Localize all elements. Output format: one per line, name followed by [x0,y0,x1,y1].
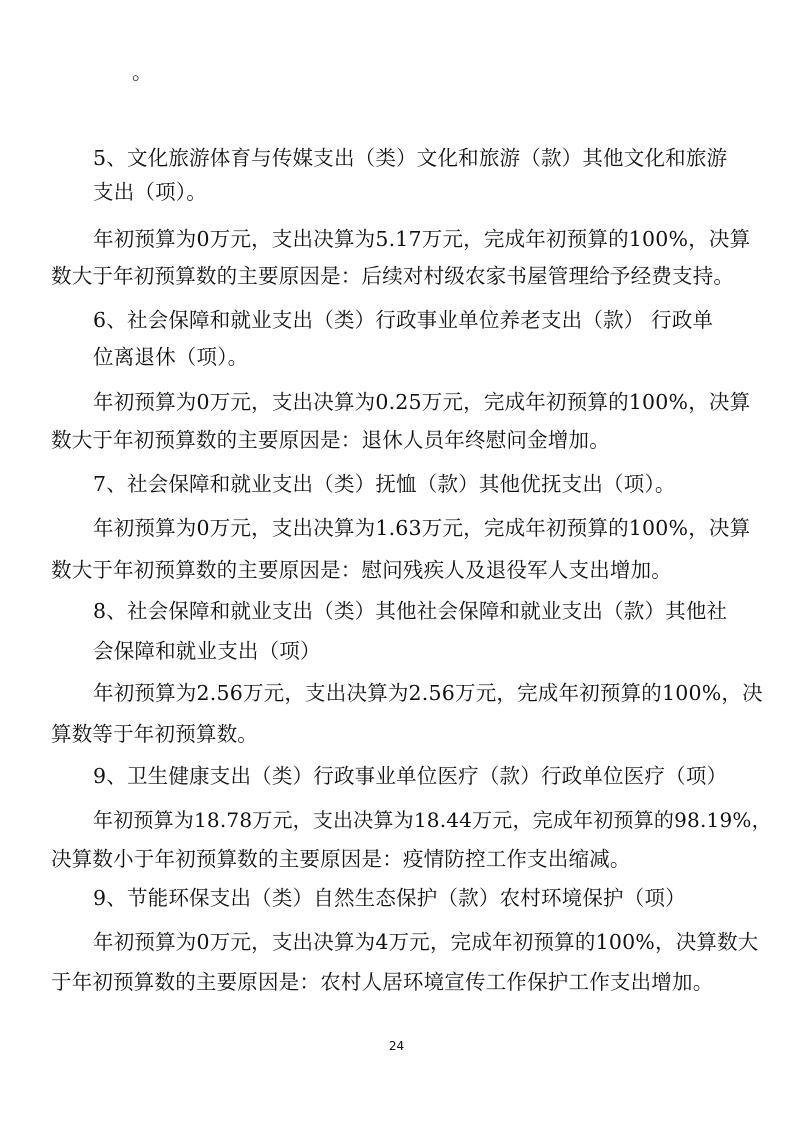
heading-item-8: 8、社会保障和就业支出（类）其他社会保障和就业支出（款）其他社 [93,599,728,623]
heading-item-5: 5、文化旅游体育与传媒支出（类）文化和旅游（款）其他文化和旅游 [93,146,728,170]
page-number: 24 [388,1039,405,1053]
heading-item-6-cont: 位离退休（项）。 [93,345,249,369]
paragraph-line: 数大于年初预算数的主要原因是：退休人员年终慰问金增加。 [51,428,610,452]
heading-item-8-cont: 会保障和就业支出（项） [93,639,321,663]
heading-item-7: 7、社会保障和就业支出（类）抚恤（款）其他优抚支出（项）。 [93,472,676,496]
paragraph-line: 年初预算为2.56万元，支出决算为2.56万元，完成年初预算的100%，决 [93,681,763,705]
heading-item-9b: 9、节能环保支出（类）自然生态保护（款）农村环境保护（项） [93,886,686,910]
paragraph-line: 年初预算为0万元，支出决算为4万元，完成年初预算的100%，决算数大 [93,930,759,954]
paragraph-line: 决算数小于年初预算数的主要原因是：疫情防控工作支出缩减。 [51,847,631,871]
paragraph-line: 于年初预算数的主要原因是：农村人居环境宣传工作保护工作支出增加。 [51,970,714,994]
heading-item-6: 6、社会保障和就业支出（类）行政事业单位养老支出（款） 行政单 [93,308,714,332]
heading-item-5-cont: 支出（项）。 [93,180,207,204]
paragraph-line: 算数等于年初预算数。 [51,722,258,746]
leading-period: 。 [132,60,152,84]
heading-item-9: 9、卫生健康支出（类）行政事业单位医疗（款）行政单位医疗（项） [93,764,728,788]
paragraph-line: 数大于年初预算数的主要原因是：后续对村级农家书屋管理给予经费支持。 [51,264,735,288]
paragraph-line: 数大于年初预算数的主要原因是：慰问残疾人及退役军人支出增加。 [51,558,672,582]
paragraph-line: 年初预算为18.78万元，支出决算为18.44万元，完成年初预算的98.19%， [93,808,772,832]
paragraph-line: 年初预算为0万元，支出决算为5.17万元，完成年初预算的100%，决算 [93,227,751,251]
paragraph-line: 年初预算为0万元，支出决算为1.63万元，完成年初预算的100%，决算 [93,516,751,540]
paragraph-line: 年初预算为0万元，支出决算为0.25万元，完成年初预算的100%，决算 [93,390,751,414]
